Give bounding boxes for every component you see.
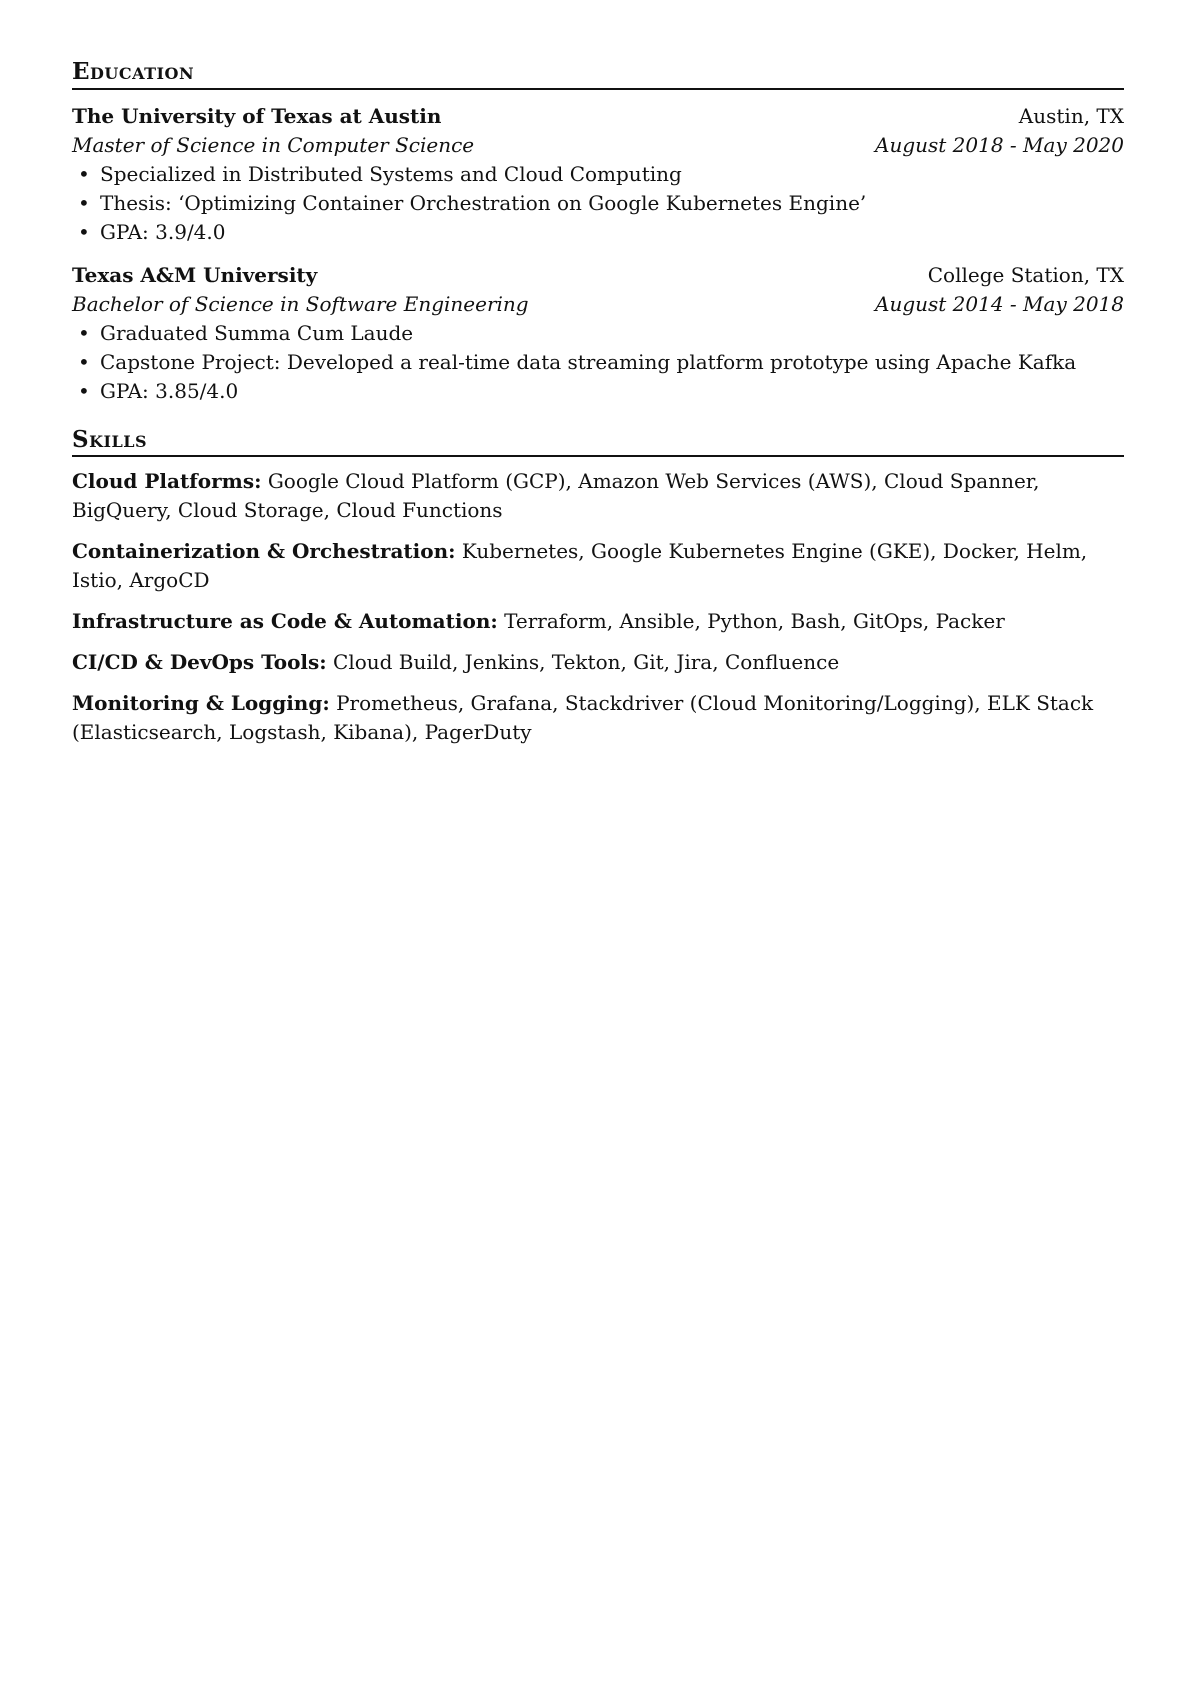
skill-row-cloud-platforms — [72, 467, 1124, 525]
skill-row-iac — [72, 607, 1124, 636]
skill-label: Containerization & Orchestration: — [72, 539, 456, 564]
skill-label: Infrastructure as Code & Automation: — [72, 609, 498, 634]
skill-label: CI/CD & DevOps Tools: — [72, 650, 327, 675]
institution-location: Austin, TX — [1018, 103, 1124, 128]
skill-label: Cloud Platforms: — [72, 469, 262, 494]
skills-section — [72, 426, 1124, 748]
skill-text: Prometheus, Grafana, Stackdriver (Cloud Monitoring/Logging), ELK Stack (Elasticsearch, Logstash, Kibana), PagerDuty — [72, 691, 1094, 745]
degree-name: Bachelor of Science in Software Engineering — [72, 291, 529, 316]
skill-row-containerization — [72, 537, 1124, 595]
skill-text: Cloud Build, Jenkins, Tekton, Git, Jira, Confluence — [333, 650, 840, 675]
list-item: • Specialized in Distributed Systems and Cloud Computing — [72, 160, 1124, 189]
degree-dates: August 2018 - May 2020 — [875, 132, 1124, 157]
skills-heading: Skills — [72, 426, 1124, 458]
bullet-icon: • — [78, 190, 90, 215]
education-bullets — [72, 319, 1124, 406]
resume-page — [72, 58, 1124, 759]
education-bullets — [72, 160, 1124, 247]
skill-text: Terraform, Ansible, Python, Bash, GitOps, Packer — [504, 609, 1005, 634]
education-entry-ut-austin — [72, 102, 1124, 247]
skill-row-monitoring — [72, 689, 1124, 747]
bullet-icon: • — [78, 161, 90, 186]
bullet-icon: • — [78, 320, 90, 345]
education-heading: Education — [72, 58, 1124, 90]
education-section — [72, 58, 1124, 406]
list-item: • Thesis: ‘Optimizing Container Orchestration on Google Kubernetes Engine’ — [72, 189, 1124, 218]
degree-name: Master of Science in Computer Science — [72, 132, 475, 157]
bullet-icon: • — [78, 378, 90, 403]
institution-name: Texas A&M University — [72, 262, 318, 287]
list-item: • GPA: 3.9/4.0 — [72, 218, 1124, 247]
institution-location: College Station, TX — [927, 262, 1124, 287]
list-item: • GPA: 3.85/4.0 — [72, 377, 1124, 406]
list-item: • Graduated Summa Cum Laude — [72, 319, 1124, 348]
institution-name: The University of Texas at Austin — [72, 103, 442, 128]
degree-dates: August 2014 - May 2018 — [875, 291, 1124, 316]
bullet-icon: • — [78, 219, 90, 244]
skill-label: Monitoring & Logging: — [72, 691, 330, 716]
list-item: • Capstone Project: Developed a real-time data streaming platform prototype using Apache Kafka — [72, 348, 1124, 377]
skill-row-cicd — [72, 648, 1124, 677]
skill-text: Kubernetes, Google Kubernetes Engine (GKE), Docker, Helm, Istio, ArgoCD — [72, 539, 1088, 593]
skill-text: Google Cloud Platform (GCP), Amazon Web Services (AWS), Cloud Spanner, BigQuery, Cloud Storage, Cloud Functions — [72, 469, 1040, 523]
bullet-icon: • — [78, 349, 90, 374]
skills-list — [72, 467, 1124, 747]
education-entry-texas-am — [72, 261, 1124, 406]
